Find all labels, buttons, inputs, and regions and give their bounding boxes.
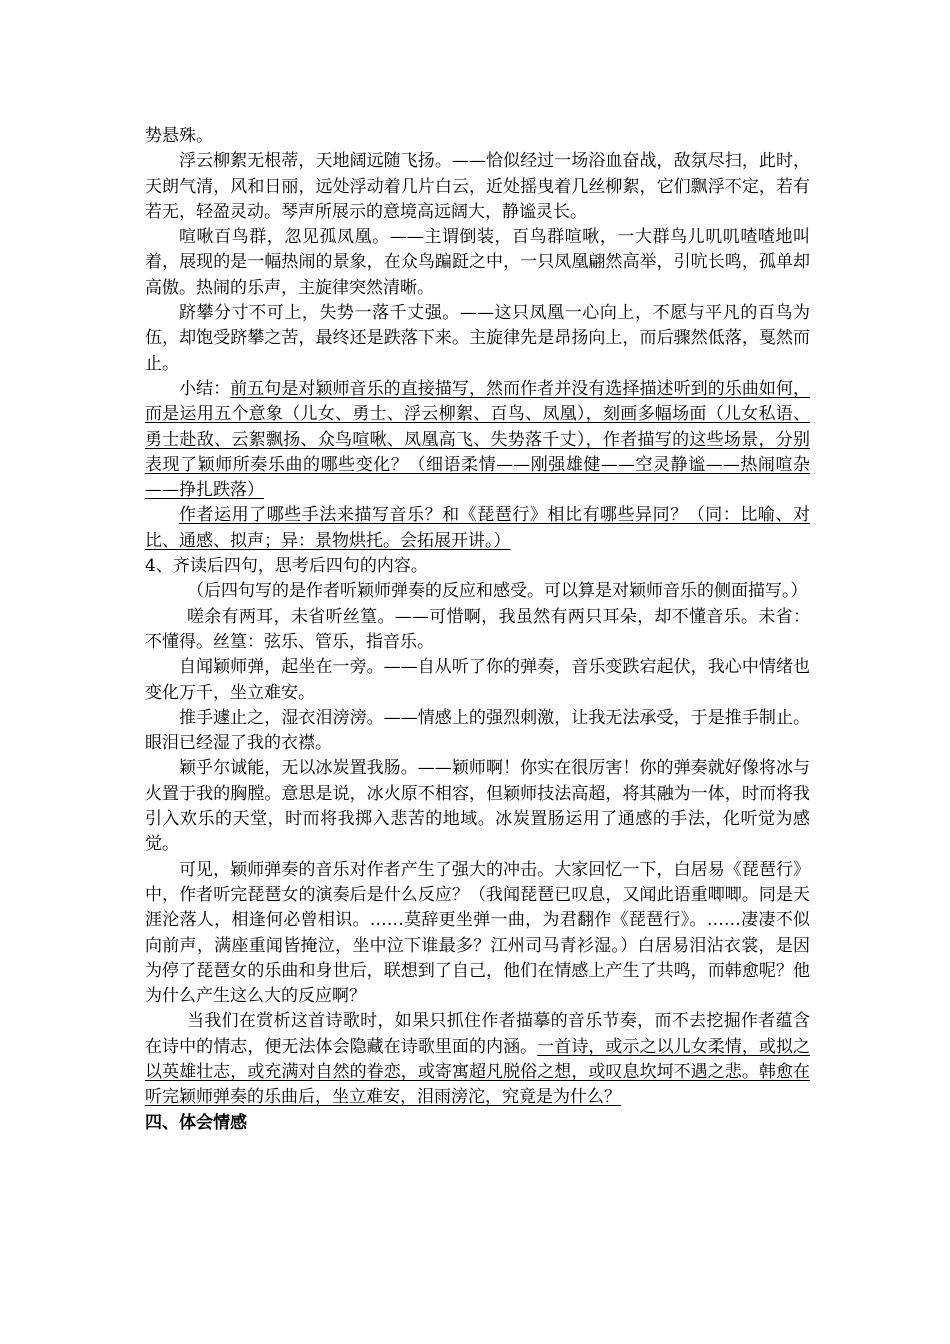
summary-label: 小结： <box>179 378 231 399</box>
shangxi-text: 当我们在赏析这首诗歌时，如果只抓住作者描摹的音乐节奏，而不去挖掘作者蕴含在诗中的情志，便无法体会隐藏在诗歌里面的内涵。 <box>145 1011 810 1057</box>
paragraph-summary <box>145 377 810 503</box>
section-heading: 四、体会情感 <box>145 1112 247 1133</box>
paragraph-ziwen: 自闻颖师弹，起坐在一旁。——自从听了你的弹奏，音乐变跌宕起伏，我心中情绪也变化万千，坐立难安。 <box>145 657 810 703</box>
paragraph-kejian: 可见，颖师弹奏的音乐对作者产生了强大的冲击。大家回忆一下，白居易《琵琶行》中，作者听完琵琶女的演奏后是什么反应？（我闻琵琶已叹息，又闻此语重唧唧。同是天涯沦落人，相逢何必曾相识。……莫辞更坐弹一曲，为君翻作《琵琶行》。……凄凄不似向前声，满座重闻皆掩泣，坐中泣下谁最多？江州司马青衫湿。）白居易泪沾衣裳，是因为停了琵琶女的乐曲和身世后，联想到了自己，他们在情感上产生了共鸣，而韩愈呢？他为什么产生这么大的反应啊？ <box>145 859 810 1007</box>
shangxi-underlined-text: 一首诗，或示之以儿女柔情，或拟之以英雄壮志，或充满对自然的眷恋，或寄寓超凡脱俗之想，或叹息坎坷不遇之悲。韩愈在听完颖师弹奏的乐曲后，坐立难安，泪雨滂沱，究竟是为什么？ <box>145 1036 811 1108</box>
paragraph-jieyu: 嗟余有两耳，未省听丝篁。——可惜啊，我虽然有两只耳朵，却不懂音乐。未省：不懂得。丝篁：弦乐、管乐，指音乐。 <box>145 606 810 652</box>
paragraph-tuishou: 推手遽止之，湿衣泪滂滂。——情感上的强烈刺激，让我无法承受，于是推手制止。眼泪已经湿了我的衣襟。 <box>145 707 810 754</box>
paragraph-xuanjiu: 喧啾百鸟群，忽见孤凤凰。——主谓倒装，百鸟群喧啾，一大群鸟儿叽叽喳喳地叫着，展现的是一幅热闹的景象，在众鸟蹁跹之中，一只凤凰翩然高举，引吭长鸣，孤单却高傲。热闹的乐声，主旋律突然清晰。 <box>145 227 810 298</box>
summary-underlined-text: 前五句是对颖师音乐的直接描写，然而作者并没有选择描述听到的乐曲如何，而是运用五个意象（儿女、勇士、浮云柳絮、百鸟、凤凰），刻画多幅场面（儿女私语、勇士赴敌、云絮飘扬、众鸟喧啾、凤凰高飞、失势落千丈），作者描写的这些场景，分别表现了颖师所奏乐曲的哪些变化？（细语柔情——刚强雄健——空灵静谧——热闹喧杂——挣扎跌落） <box>145 378 811 501</box>
paragraph-yinghu: 颖乎尔诚能，无以冰炭置我肠。——颖师啊！你实在很厉害！你的弹奏就好像将冰与火置于我的胸膛。意思是说，冰火原不相容，但颖师技法高超，将其融为一体，时而将我引入欢乐的天堂，时而将我掷入悲苦的地域。冰炭置肠运用了通感的手法，化听觉为感觉。 <box>145 758 810 855</box>
paragraph-note: （后四句写的是作者听颖师弹奏的反应和感受。可以算是对颖师音乐的侧面描写。） <box>187 581 808 602</box>
paragraph-jipan: 跻攀分寸不可上，失势一落千丈强。——这只凤凰一心向上，不愿与平凡的百鸟为伍，却饱受跻攀之苦，最终还是跌落下来。主旋律先是昂扬向上，而后骤然低落，戛然而止。 <box>145 303 810 374</box>
paragraph-continuation: 势悬殊。 <box>145 126 213 146</box>
paragraph-question <box>145 503 810 554</box>
document-page <box>145 124 810 1136</box>
step-heading-4: 4、齐读后四句，思考后四句的内容。 <box>145 556 428 577</box>
paragraph-shangxi <box>145 1009 810 1110</box>
paragraph-fuyun: 浮云柳絮无根蒂，天地阔远随飞扬。——恰似经过一场浴血奋战，敌氛尽扫，此时，天朗气清，风和日丽，远处浮动着几片白云，近处摇曳着几丝柳絮，它们飘浮不定，若有若无，轻盈灵动。琴声所展示的意境高远阔大，静谧灵长。 <box>145 151 810 222</box>
question-underlined-text: 作者运用了哪些手法来描写音乐？和《琵琶行》相比有哪些异同？（同：比喻、对比、通感、拟声；异：景物烘托。会拓展开讲。） <box>145 505 810 551</box>
